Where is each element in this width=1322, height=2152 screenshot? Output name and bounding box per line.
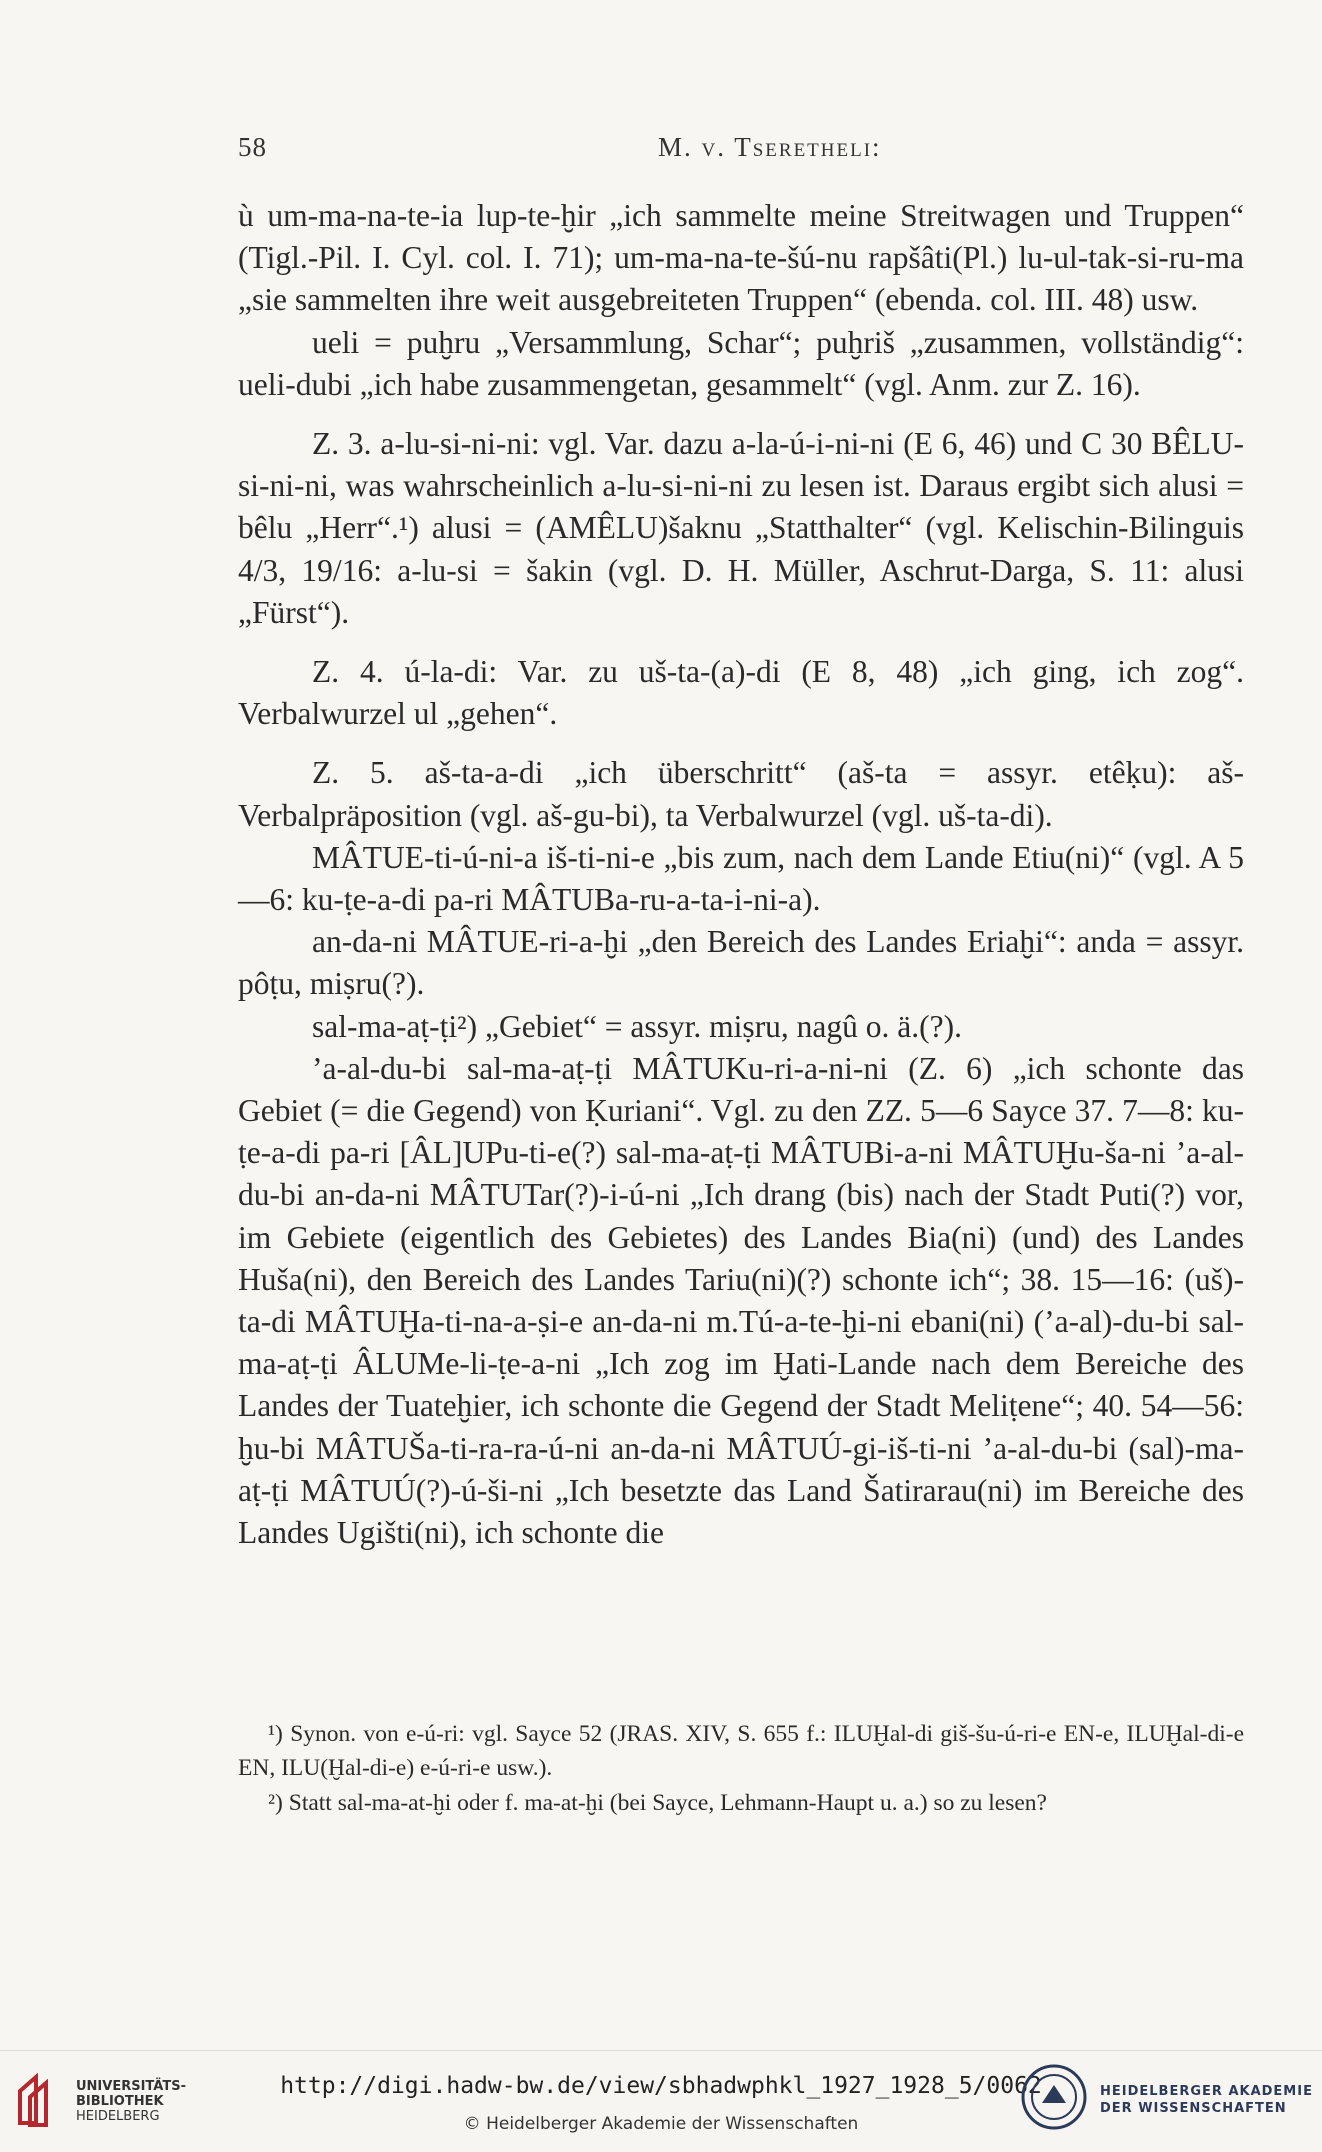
footnotes [238, 1718, 1244, 1823]
page-number: 58 [238, 132, 267, 162]
paragraph: ’a-al-du-bi sal-ma-aṭ-ṭi MÂTUKu-ri-a-ni-ni (Z. 6) „ich schonte das Gebiet (= die Gegend) von Ḳuriani“. Vgl. zu den ZZ. 5—6 Sayce 37. 7—8: ku-ṭe-a-di pa-ri [ÂL]UPu-ti-e(?) sal-ma-aṭ-ṭi MÂTUBi-a-ni MÂTUḪu-ša-ni ’a-al-du-bi an-da-ni MÂTUTar(?)-i-ú-ni „Ich drang (bis) nach der Stadt Puti(?) vor, im Gebiete (eigentlich des Gebietes) des Landes Bia(ni) (und) des Landes Huša(ni), den Bereich des Landes Tariu(ni)(?) schonte ich“; 38. 15—16: (uš)-ta-di MÂTUḪa-ti-na-a-ṣi-e an-da-ni m.Tú-a-te-ḫi-ni ebani(ni) (’a-al)-du-bi sal-ma-aṭ-ṭi ÂLUMe-li-ṭe-a-ni „Ich zog im Ḫati-Lande nach dem Bereiche des Landes der Tuateḫier, ich schonte die Gegend der Stadt Meliṭene“; 40. 54—56: ḫu-bi MÂTUŠa-ti-ra-ra-ú-ni an-da-ni MÂTUÚ-gi-iš-ti-ni ’a-al-du-bi (sal)-ma-aṭ-ṭi MÂTUÚ(?)-ú-ši-ni „Ich besetzte das Land Šatirarau(ni) im Bereiche des Landes Ugišti(ni), ich schonte die [238, 1050, 1244, 1551]
paragraph: ueli = puḫru „Versammlung, Schar“; puḫriš „zusammen, vollständig“: ueli-dubi „ich habe zusammengetan, gesammelt“ (vgl. Anm. zur Z. 16). [238, 324, 1244, 402]
copyright-notice: © Heidelberger Akademie der Wissenschaften [463, 2114, 859, 2134]
academy-name: HEIDELBERGER AKADEMIE DER WISSENSCHAFTEN [1100, 2084, 1313, 2116]
paragraph: an-da-ni MÂTUE-ri-a-ḫi „den Bereich des Landes Eriaḫi“: anda = assyr. pôṭu, miṣru(?). [238, 924, 1244, 1002]
source-url-link[interactable]: http://digi.hadw-bw.de/view/sbhadwphkl_1927_1928_5/0062 [280, 2073, 1042, 2099]
paragraph: Z. 4. ú-la-di: Var. zu uš-ta-(a)-di (E 8, 48) „ich ging, ich zog“. Verbalwurzel ul „gehen“. [238, 654, 1244, 732]
university-library-name: UNIVERSITÄTS- BIBLIOTHEK HEIDELBERG [76, 2079, 186, 2124]
running-title: M. v. Tseretheli: [658, 132, 882, 162]
footnote: ²) Statt sal-ma-at-ḫi oder f. ma-at-ḫi (bei Sayce, Lehmann-Haupt u. a.) so zu lesen? [268, 1790, 1047, 1816]
paragraph: Z. 5. aš-ta-a-di „ich überschritt“ (aš-ta = assyr. etêḳu): aš- Verbalpräposition (vgl. aš-gu-bi), ta Verbalwurzel (vgl. uš-ta-di). [238, 755, 1244, 833]
footer-bar [0, 2050, 1322, 2152]
footnote: ¹) Synon. von e-ú-ri: vgl. Sayce 52 (JRAS. XIV, S. 655 f.: ILUḪal-di giš-šu-ú-ri-e EN-e, ILUḪal-di-e EN, ILU(Ḫal-di-e) e-ú-ri-e usw.). [238, 1721, 1244, 1781]
paragraph: ù um-ma-na-te-ia lup-te-ḫir „ich sammelte meine Streitwagen und Truppen“ (Tigl.-Pil. I. Cyl. col. I. 71); um-ma-na-te-šú-nu rapšâti(Pl.) lu-ul-tak-si-ru-ma „sie sammelten ihre weit ausgebreiteten Truppen“ (ebenda. col. III. 48) usw. [238, 198, 1244, 318]
paragraph: MÂTUE-ti-ú-ni-a iš-ti-ni-e „bis zum, nach dem Lande Etiu(ni)“ (vgl. A 5—6: ku-ṭe-a-di pa-ri MÂTUBa-ru-a-ta-i-ni-a). [238, 839, 1244, 918]
main-text [238, 195, 1244, 1554]
paragraph: sal-ma-aṭ-ṭi²) „Gebiet“ = assyr. miṣru, nagû o. ä.(?). [312, 1008, 962, 1044]
academy-seal-icon [1020, 2063, 1088, 2131]
paragraph: Z. 3. a-lu-si-ni-ni: vgl. Var. dazu a-la-ú-i-ni-ni (E 6, 46) und C 30 BÊLU-si-ni-ni, was wahrscheinlich a-lu-si-ni-ni zu lesen ist. Daraus ergibt sich alusi = bêlu „Herr“.¹) alusi = (AMÊLU)šaknu „Statthalter“ (vgl. Kelischin-Bilinguis 4/3, 19/16: a-lu-si = šakin (vgl. D. H. Müller, Aschrut-Darga, S. 11: alusi „Fürst“). [238, 426, 1244, 630]
